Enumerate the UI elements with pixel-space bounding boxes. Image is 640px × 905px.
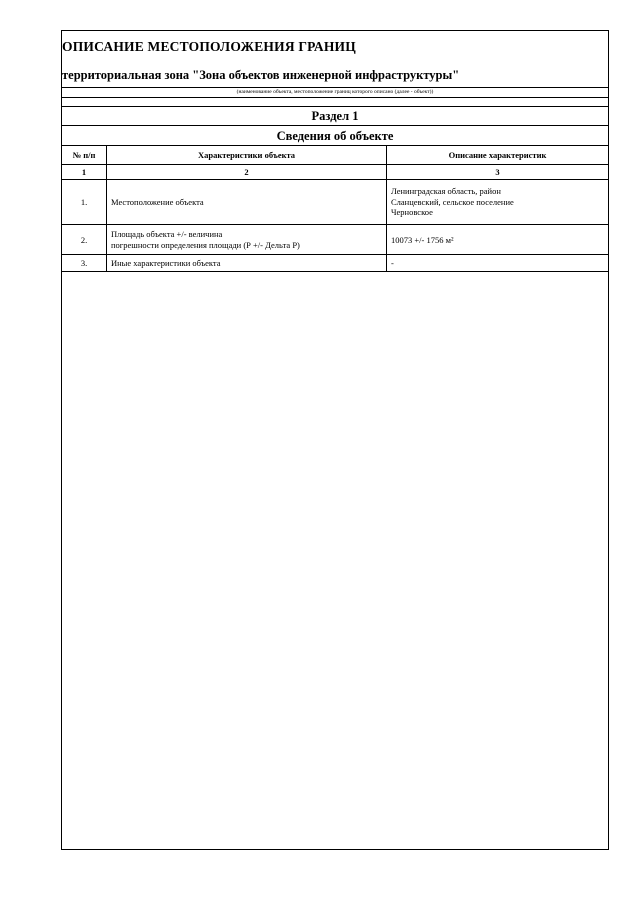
document-title: ОПИСАНИЕ МЕСТОПОЛОЖЕНИЯ ГРАНИЦ	[62, 39, 356, 54]
table-row	[62, 180, 608, 225]
column-number-2: 2	[107, 165, 387, 180]
description-line: Ленинградская область, район	[391, 186, 501, 197]
document-note: (наименование объекта, местоположение границ которого описано (далее - объект))	[62, 88, 608, 98]
description-line: Черновское	[391, 207, 433, 218]
description-line: Сланцевский, сельское поселение	[391, 196, 514, 207]
row-number: 1.	[62, 180, 107, 224]
row-description: -	[391, 258, 394, 268]
column-number-3: 3	[495, 167, 500, 177]
row-number: 3.	[62, 255, 107, 271]
table-column-numbers	[62, 165, 608, 180]
table-header	[62, 146, 608, 165]
row-description	[387, 180, 608, 224]
table-row	[62, 255, 608, 272]
section-title: Сведения об объекте	[62, 126, 608, 146]
row-description: 10073 +/- 1756 м²	[391, 234, 454, 245]
header-characteristic: Характеристики объекта	[107, 146, 387, 165]
row-number: 2.	[62, 225, 107, 254]
document-subtitle: территориальная зона "Зона объектов инженерной инфраструктуры"	[62, 63, 608, 88]
row-characteristic: Местоположение объекта	[107, 180, 387, 224]
row-characteristic: Иные характеристики объекта	[107, 255, 387, 271]
row-characteristic	[107, 225, 387, 254]
header-number: № п/п	[62, 146, 107, 165]
section-label: Раздел 1	[62, 107, 608, 126]
column-number-1: 1	[62, 165, 107, 180]
header-description: Описание характеристик	[448, 150, 547, 160]
spacer-row	[62, 98, 608, 107]
document-frame	[61, 30, 609, 850]
characteristic-line: погрешности определения площади (Р +/- Дельта Р)	[111, 239, 300, 250]
table-row	[62, 225, 608, 255]
characteristic-line: Площадь объекта +/- величина	[111, 229, 223, 239]
